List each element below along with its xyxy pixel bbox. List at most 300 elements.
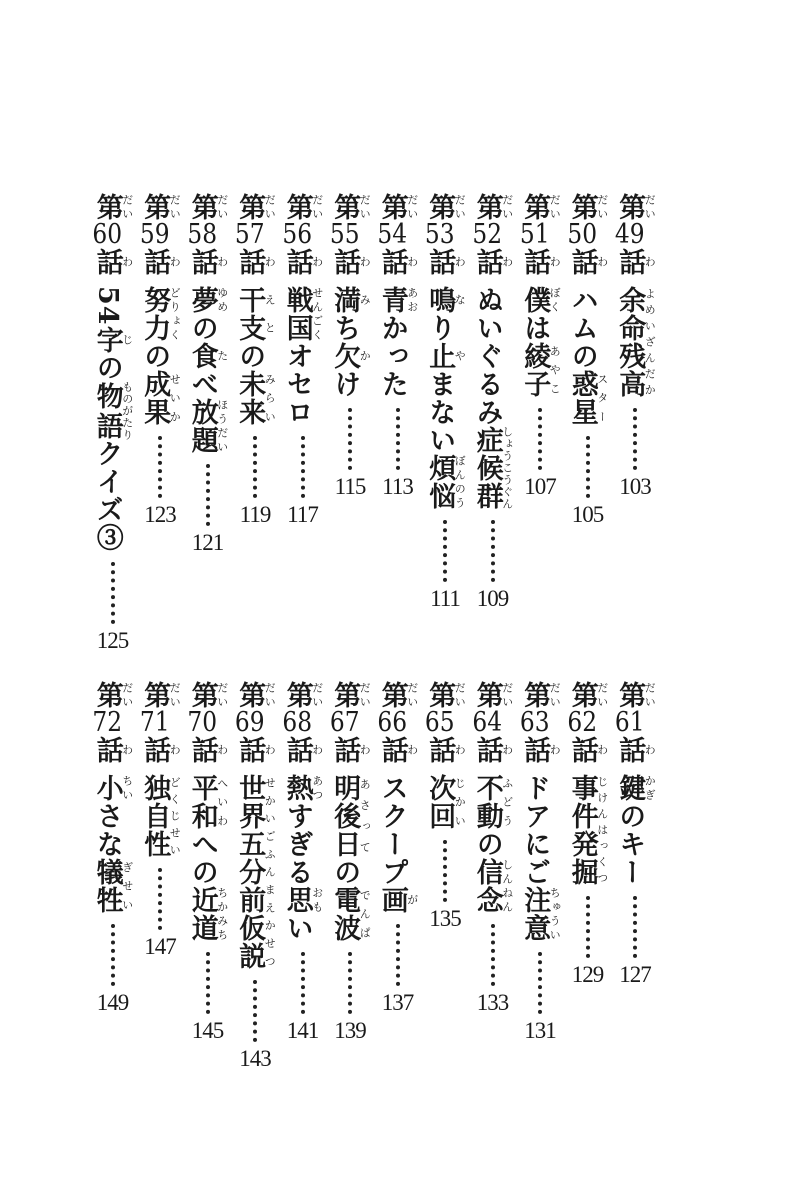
ruby-word xyxy=(424,193,467,221)
ruby-base: 話 xyxy=(376,248,408,276)
dot-leader xyxy=(443,840,447,902)
toc-entry[interactable] xyxy=(327,681,373,1044)
ruby-reading: スター xyxy=(595,370,609,426)
toc-entry[interactable] xyxy=(232,193,278,528)
title-text: の xyxy=(329,858,361,886)
ruby-word xyxy=(566,248,609,276)
dot-leader xyxy=(206,464,210,526)
chapter-heading xyxy=(424,193,466,276)
chapter-heading xyxy=(424,681,466,764)
page-number: 149 xyxy=(96,990,129,1015)
title-text: スクープ xyxy=(376,774,408,886)
ruby-base: 煩悩 xyxy=(424,454,456,510)
ruby-reading: み xyxy=(358,286,372,314)
chapter-title xyxy=(519,286,561,398)
chapter-title xyxy=(234,286,276,426)
dot-leader xyxy=(301,952,305,1014)
toc-entry[interactable] xyxy=(137,681,183,960)
page-number: 135 xyxy=(429,906,461,931)
ruby-reading: あつ xyxy=(310,774,324,802)
ruby-reading: わ xyxy=(405,248,419,276)
ruby-word xyxy=(234,193,277,221)
ruby-reading: わ xyxy=(453,248,467,276)
ruby-word xyxy=(424,681,467,709)
ruby-reading: ぎせい xyxy=(120,858,134,914)
ruby-word xyxy=(376,736,419,764)
chapter-number: 62 xyxy=(567,709,598,736)
chapter-heading xyxy=(187,193,229,276)
page-number: 105 xyxy=(571,502,604,527)
ruby-reading: あお xyxy=(405,286,419,314)
ruby-word xyxy=(281,886,324,914)
ruby-word xyxy=(234,774,277,970)
page-number: 133 xyxy=(476,990,509,1015)
toc-entry[interactable] xyxy=(90,681,136,1016)
chapter-title xyxy=(234,774,276,970)
ruby-word xyxy=(424,286,467,314)
ruby-base: 熱 xyxy=(281,774,313,802)
chapter-number: 50 xyxy=(567,221,598,248)
chapter-title xyxy=(519,774,561,942)
chapter-title xyxy=(329,774,371,942)
ruby-base: 次回 xyxy=(424,774,456,830)
toc-entry[interactable] xyxy=(612,193,658,500)
title-text: ハムの xyxy=(566,286,598,370)
ruby-reading: わ xyxy=(500,248,514,276)
chapter-number: 65 xyxy=(424,709,455,736)
chapter-title xyxy=(424,774,466,830)
ruby-word xyxy=(329,681,372,709)
toc-entry[interactable] xyxy=(90,193,136,654)
ruby-base: 小 xyxy=(91,774,123,802)
dot-leader xyxy=(633,408,637,470)
toc-entry[interactable] xyxy=(470,681,516,1016)
page-number: 119 xyxy=(239,502,271,527)
ruby-reading: か xyxy=(358,342,372,370)
ruby-base: 話 xyxy=(519,248,551,276)
toc-entry[interactable] xyxy=(280,193,326,528)
dot-leader xyxy=(253,980,257,1042)
ruby-base: 画 xyxy=(376,886,408,914)
ruby-base: 話 xyxy=(424,736,456,764)
ruby-reading: だい xyxy=(643,681,657,709)
chapter-title xyxy=(614,774,656,886)
chapter-number: 53 xyxy=(424,221,455,248)
ruby-reading: だい xyxy=(168,681,182,709)
ruby-base: 第 xyxy=(139,193,171,221)
ruby-word xyxy=(91,193,134,221)
ruby-word xyxy=(186,774,229,830)
ruby-base: 第 xyxy=(376,681,408,709)
chapter-number: 55 xyxy=(329,221,360,248)
chapter-number: 57 xyxy=(234,221,265,248)
ruby-base: 第 xyxy=(424,193,456,221)
page-number: 145 xyxy=(191,1018,224,1043)
toc-entry[interactable] xyxy=(232,681,278,1072)
ruby-base: 話 xyxy=(91,736,123,764)
chapter-heading xyxy=(282,193,324,276)
chapter-title xyxy=(187,774,229,942)
ruby-reading: だい xyxy=(120,193,134,221)
ruby-reading: わ xyxy=(120,736,134,764)
ruby-reading: ふどう xyxy=(500,774,514,830)
dot-leader xyxy=(111,924,115,986)
ruby-reading: だい xyxy=(453,193,467,221)
ruby-reading: あさって xyxy=(358,774,372,858)
page-number: 127 xyxy=(619,962,651,987)
ruby-base: 食 xyxy=(186,342,218,370)
ruby-base: 青 xyxy=(376,286,408,314)
ruby-word xyxy=(471,858,514,914)
ruby-word xyxy=(566,681,609,709)
chapter-title xyxy=(377,774,419,914)
toc-entry[interactable] xyxy=(565,193,611,528)
ruby-word xyxy=(281,681,324,709)
chapter-heading xyxy=(234,193,276,276)
ruby-word xyxy=(186,736,229,764)
ruby-word xyxy=(91,325,134,354)
ruby-base: 話 xyxy=(566,248,598,276)
ruby-reading: た xyxy=(215,342,229,370)
ruby-word xyxy=(91,736,134,764)
title-text: オセロ xyxy=(281,342,313,426)
ruby-base: 話 xyxy=(281,736,313,764)
ruby-word xyxy=(614,193,657,221)
ruby-reading: わ xyxy=(215,736,229,764)
ruby-base: 話 xyxy=(139,736,171,764)
chapter-title xyxy=(139,774,181,858)
ruby-word xyxy=(91,858,134,914)
ruby-reading: だい xyxy=(358,193,372,221)
dot-leader xyxy=(396,924,400,986)
chapter-heading xyxy=(139,193,181,276)
ruby-word xyxy=(91,248,134,276)
title-text: の xyxy=(139,342,171,370)
ruby-base: 第 xyxy=(424,681,456,709)
ruby-word xyxy=(376,286,419,314)
chapter-heading xyxy=(614,681,656,764)
ruby-word xyxy=(234,736,277,764)
ruby-word xyxy=(519,286,562,314)
ruby-word xyxy=(471,426,514,510)
ruby-word xyxy=(329,736,372,764)
title-text: さな xyxy=(91,802,123,858)
title-text: ち xyxy=(329,314,361,342)
ruby-base: 努力 xyxy=(139,286,171,342)
ruby-base: 思 xyxy=(281,886,313,914)
chapter-title xyxy=(282,774,324,942)
ruby-word xyxy=(139,370,182,426)
ruby-word xyxy=(234,286,277,342)
ruby-base: 不動 xyxy=(471,774,503,830)
title-text: ドアにご xyxy=(519,774,551,886)
dot-leader xyxy=(491,924,495,986)
ruby-base: 平和 xyxy=(186,774,218,830)
ruby-reading: わ xyxy=(595,248,609,276)
chapter-number: 63 xyxy=(519,709,550,736)
ruby-base: 字 xyxy=(91,325,123,354)
ruby-base: 鍵 xyxy=(614,774,646,802)
page-number: 131 xyxy=(524,1018,556,1043)
ruby-word xyxy=(614,681,657,709)
toc-entry[interactable] xyxy=(375,681,421,1016)
ruby-reading: じかい xyxy=(453,774,467,830)
ruby-word xyxy=(186,886,229,942)
ruby-reading: が xyxy=(405,886,419,914)
ruby-word xyxy=(186,248,229,276)
dot-leader xyxy=(586,436,590,498)
ruby-base: 明後日 xyxy=(329,774,361,858)
ruby-reading: だい xyxy=(500,681,514,709)
page-number: 103 xyxy=(619,474,651,499)
ruby-base: 話 xyxy=(91,248,123,276)
ruby-reading: わ xyxy=(548,248,562,276)
ruby-base: 話 xyxy=(234,248,266,276)
ruby-word xyxy=(424,736,467,764)
dot-leader xyxy=(348,952,352,1014)
ruby-base: 第 xyxy=(614,193,646,221)
ruby-base: 第 xyxy=(186,193,218,221)
toc-entry[interactable] xyxy=(470,193,516,612)
ruby-word xyxy=(519,342,562,398)
chapter-title xyxy=(472,774,514,914)
ruby-reading: わ xyxy=(358,248,372,276)
ruby-base: 第 xyxy=(91,681,123,709)
dot-leader xyxy=(206,952,210,1014)
ruby-base: 話 xyxy=(186,736,218,764)
ruby-reading: だい xyxy=(548,193,562,221)
ruby-word xyxy=(519,681,562,709)
ruby-base: 話 xyxy=(566,736,598,764)
ruby-word xyxy=(139,681,182,709)
chapter-title xyxy=(377,286,419,398)
chapter-title xyxy=(472,286,514,510)
dot-leader xyxy=(443,520,447,582)
ruby-base: 第 xyxy=(281,193,313,221)
ruby-base: 第 xyxy=(471,681,503,709)
dot-leader xyxy=(158,436,162,498)
ruby-word xyxy=(614,248,657,276)
ruby-word xyxy=(376,681,419,709)
ruby-word xyxy=(234,248,277,276)
ruby-reading: だい xyxy=(263,193,277,221)
chapter-title xyxy=(567,286,609,426)
ruby-base: 止 xyxy=(424,342,456,370)
chapter-number: 71 xyxy=(139,709,170,736)
chapter-number: 64 xyxy=(472,709,503,736)
dot-leader xyxy=(538,408,542,470)
chapter-title xyxy=(329,286,371,398)
ruby-reading: じけんはっくつ xyxy=(595,774,609,886)
ruby-base: 話 xyxy=(614,736,646,764)
ruby-base: 戦国 xyxy=(281,286,313,342)
title-text: 54 xyxy=(91,286,123,326)
chapter-heading xyxy=(472,193,514,276)
toc-entry[interactable] xyxy=(185,193,231,556)
chapter-number: 54 xyxy=(377,221,408,248)
ruby-reading: しょうこうぐん xyxy=(500,426,514,510)
ruby-word xyxy=(281,248,324,276)
ruby-reading: だい xyxy=(310,681,324,709)
ruby-base: 未来 xyxy=(234,370,266,426)
ruby-word xyxy=(614,736,657,764)
ruby-reading: みらい xyxy=(263,370,277,426)
ruby-word xyxy=(519,248,562,276)
toc-entry[interactable] xyxy=(612,681,658,988)
toc-entry[interactable] xyxy=(185,681,231,1044)
title-text: への xyxy=(186,830,218,886)
ruby-word xyxy=(566,193,609,221)
ruby-base: 満 xyxy=(329,286,361,314)
toc-entry[interactable] xyxy=(422,193,468,612)
ruby-reading: だい xyxy=(595,193,609,221)
ruby-base: 第 xyxy=(234,681,266,709)
title-text: ぬいぐるみ xyxy=(471,286,503,426)
ruby-base: 話 xyxy=(519,736,551,764)
ruby-base: 話 xyxy=(234,736,266,764)
ruby-base: 第 xyxy=(329,193,361,221)
ruby-reading: わ xyxy=(263,736,277,764)
ruby-base: 欠 xyxy=(329,342,361,370)
ruby-reading: わ xyxy=(548,736,562,764)
toc-entry[interactable] xyxy=(280,681,326,1044)
toc-entry[interactable] xyxy=(137,193,183,528)
toc-entry[interactable] xyxy=(517,193,563,500)
dot-leader xyxy=(586,896,590,958)
ruby-word xyxy=(91,380,134,441)
chapter-title xyxy=(92,286,134,552)
toc-entry[interactable] xyxy=(327,193,373,500)
ruby-word xyxy=(566,774,609,886)
ruby-word xyxy=(519,736,562,764)
ruby-word xyxy=(471,193,514,221)
ruby-base: 第 xyxy=(614,681,646,709)
ruby-word xyxy=(139,286,182,342)
chapter-heading xyxy=(377,681,419,764)
ruby-reading: ちゅうい xyxy=(548,886,562,942)
ruby-reading: せんごく xyxy=(310,286,324,342)
chapter-number: 67 xyxy=(329,709,360,736)
ruby-base: 惑星 xyxy=(566,370,598,426)
ruby-reading: や xyxy=(453,342,467,370)
ruby-word xyxy=(329,286,372,314)
ruby-word xyxy=(471,774,514,830)
ruby-base: 話 xyxy=(139,248,171,276)
ruby-base: 成果 xyxy=(139,370,171,426)
ruby-word xyxy=(329,193,372,221)
ruby-base: 第 xyxy=(519,193,551,221)
ruby-reading: わ xyxy=(310,248,324,276)
ruby-base: 世界五分前仮説 xyxy=(234,774,266,970)
chapter-heading xyxy=(329,681,371,764)
ruby-reading: えと xyxy=(263,286,277,342)
ruby-base: 事件発掘 xyxy=(566,774,598,886)
ruby-word xyxy=(471,681,514,709)
ruby-base: 独自性 xyxy=(139,774,171,858)
ruby-base: 第 xyxy=(566,193,598,221)
ruby-reading: わ xyxy=(215,248,229,276)
ruby-word xyxy=(139,774,182,858)
ruby-reading: わ xyxy=(643,248,657,276)
ruby-base: 放題 xyxy=(186,398,218,454)
toc-entry[interactable] xyxy=(375,193,421,500)
chapter-heading xyxy=(282,681,324,764)
dot-leader xyxy=(348,408,352,470)
title-text: まない xyxy=(424,370,456,454)
ruby-word xyxy=(186,286,229,314)
chapter-heading xyxy=(234,681,276,764)
title-text: の xyxy=(471,830,503,858)
ruby-base: 電波 xyxy=(329,886,361,942)
chapter-heading xyxy=(377,193,419,276)
ruby-base: 話 xyxy=(471,736,503,764)
chapter-heading xyxy=(92,193,134,276)
chapter-number: 49 xyxy=(614,221,645,248)
ruby-word xyxy=(614,774,657,802)
ruby-base: 話 xyxy=(329,248,361,276)
toc-entry[interactable] xyxy=(422,681,468,932)
ruby-base: 第 xyxy=(281,681,313,709)
ruby-reading: ぼく xyxy=(548,286,562,314)
title-text: の xyxy=(91,353,123,382)
ruby-word xyxy=(614,286,657,398)
ruby-word xyxy=(329,248,372,276)
ruby-base: 綾子 xyxy=(519,342,551,398)
ruby-word xyxy=(376,248,419,276)
ruby-reading: だい xyxy=(643,193,657,221)
ruby-word xyxy=(186,398,229,454)
chapter-number: 61 xyxy=(614,709,645,736)
ruby-reading: だい xyxy=(548,681,562,709)
chapter-heading xyxy=(329,193,371,276)
ruby-base: 話 xyxy=(471,248,503,276)
chapter-title xyxy=(92,774,134,914)
ruby-reading: わ xyxy=(168,248,182,276)
ruby-reading: しんねん xyxy=(500,858,514,914)
ruby-word xyxy=(281,774,324,802)
ruby-reading: わ xyxy=(120,248,134,276)
page-number: 113 xyxy=(382,474,413,499)
ruby-word xyxy=(281,736,324,764)
ruby-base: 話 xyxy=(281,248,313,276)
page-number: 143 xyxy=(239,1046,271,1071)
page-number: 117 xyxy=(287,502,318,527)
chapter-heading xyxy=(519,193,561,276)
ruby-reading: だい xyxy=(358,681,372,709)
ruby-base: 第 xyxy=(519,681,551,709)
dot-leader xyxy=(538,952,542,1014)
chapter-heading xyxy=(92,681,134,764)
ruby-reading: だい xyxy=(215,681,229,709)
toc-entry[interactable] xyxy=(565,681,611,988)
chapter-heading xyxy=(519,681,561,764)
ruby-word xyxy=(139,736,182,764)
ruby-reading: だい xyxy=(453,681,467,709)
ruby-reading: かぎ xyxy=(643,774,657,802)
ruby-word xyxy=(139,193,182,221)
ruby-base: 第 xyxy=(91,193,123,221)
ruby-word xyxy=(234,370,277,426)
title-text: クイズ③ xyxy=(91,439,123,552)
ruby-base: 物語 xyxy=(91,380,123,441)
toc-entry[interactable] xyxy=(517,681,563,1044)
ruby-base: 話 xyxy=(329,736,361,764)
ruby-base: 症候群 xyxy=(471,426,503,510)
chapter-number: 58 xyxy=(187,221,218,248)
ruby-word xyxy=(91,774,134,802)
title-text: は xyxy=(519,314,551,342)
ruby-reading: へいわ xyxy=(215,774,229,830)
